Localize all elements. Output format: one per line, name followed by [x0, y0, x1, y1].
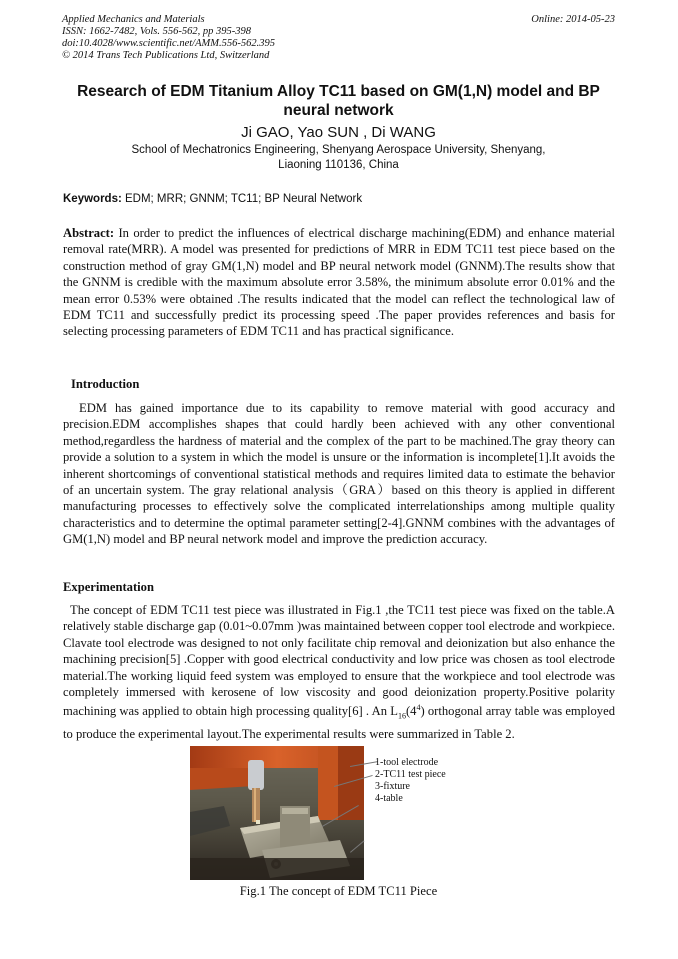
figure-1-photo [190, 746, 364, 880]
abstract [63, 225, 615, 340]
legend-item-3: 3-fixture [375, 781, 410, 792]
author-list: Ji GAO, Yao SUN , Di WANG [241, 124, 436, 141]
keywords [63, 192, 616, 207]
affiliation-line-1: School of Mechatronics Engineering, Shenyang Aerospace University, Shenyang, [131, 144, 546, 156]
figure-legend [375, 757, 446, 805]
experimentation-text-part-1: The concept of EDM TC11 test piece was illustrated in Fig.1 ,the TC11 test piece was fixed on the table.A relatively stable discharge gap (0.01~0.07mm )was maintained between copper tool electrode and workpiece. Clavate tool electrode was designed to not only facilitate chip removal and deionization but also enhance the machining precision[5] .Copper with good electrical conductivity and low price was chosen as tool electrode material.The working liquid feed system was employed to ensure that the workpiece and tool electrode was completely immersed with kerosene of low viscosity and good deionization property.Positive polarity machining was applied to obtain high processing quality[6] . An L [63, 603, 615, 719]
paper-title [62, 82, 615, 120]
array-mid: (4 [405, 704, 417, 719]
array-subscript: 16 [397, 712, 406, 722]
online-date: Online: 2014-05-23 [531, 14, 615, 25]
journal-copyright: © 2014 Trans Tech Publications Ltd, Switzerland [62, 50, 270, 61]
paper-title-line-2: neural network [283, 102, 394, 119]
journal-header [62, 14, 615, 62]
electrode-collet [248, 760, 264, 790]
legend-item-1: 1-tool electrode [375, 757, 439, 768]
affiliation-line-2: Liaoning 110136, China [278, 159, 399, 171]
journal-doi[interactable]: doi:10.4028/www.scientific.net/AMM.556-562.395 [62, 38, 275, 49]
introduction-text: EDM has gained importance due to its capability to remove material with good accuracy and precision.EDM accomplishes shapes that could hardly been achieved with any other conventional method,regardless the hardness of material and the complex of the part to be machined.The gray theory can provide a solution to a system in which the model is unsure or the information is incomplete[1].It avoids the inherent shortcomings of conventional statistical methods and requires limited data to estimate the behavior of an uncertain system. The gray relational analysis（GRA）based on this theory is applied in different manufacturing processes to effectively solve the complicated interrelationships among multiple quality characteristics and to determine the optimal parameter setting[2-4].GNNM combines with the advantages of GM(1,N) model and BP neural network model and improve the prediction accuracy. [63, 401, 615, 547]
introduction-heading: Introduction [71, 377, 140, 391]
keywords-text: EDM; MRR; GNNM; TC11; BP Neural Network [121, 193, 363, 205]
abstract-label: Abstract: [63, 226, 115, 240]
figure-caption: Fig.1 The concept of EDM TC11 Piece [239, 884, 438, 898]
experimentation-text [63, 602, 615, 742]
legend-item-2: 2-TC11 test piece [375, 769, 446, 780]
legend-item-4: 4-table [375, 793, 403, 804]
paper-title-line-1: Research of EDM Titanium Alloy TC11 based on GM(1,N) model and BP [77, 83, 600, 100]
affiliation [62, 143, 615, 173]
array-superscript: 4 [416, 703, 421, 713]
journal-issn: ISSN: 1662-7482, Vols. 556-562, pp 395-398 [62, 26, 251, 37]
experimentation-heading: Experimentation [63, 580, 154, 594]
abstract-text: In order to predict the influences of electrical discharge machining(EDM) and enhance material removal rate(MRR). A model was presented for predictions of MRR in EDM TC11 test piece based on the construction method of gray GM(1,N) model and BP neural network model (GNNM).The results show that the GNNM is credible with the maximum absolute error 3.58%, the minimum absolute error 0.01% and the mean error 0.53% were obtained .The results indicated that the model can reflect the technological law of EDM TC11 and successfully predict its processing speed .The paper provides references and basis for selecting processing parameters of EDM TC11 and has practical significance. [63, 226, 615, 339]
machine-table [190, 858, 364, 880]
discharge-spark [256, 820, 260, 824]
experimentation-text-part-2: ) orthogonal array table was employed to produce the experimental layout.The experimental results were summarized in Table 2. [63, 704, 615, 741]
edm-setup-illustration [190, 746, 364, 880]
journal-name: Applied Mechanics and Materials [62, 14, 205, 25]
keywords-label: Keywords: [63, 193, 122, 205]
